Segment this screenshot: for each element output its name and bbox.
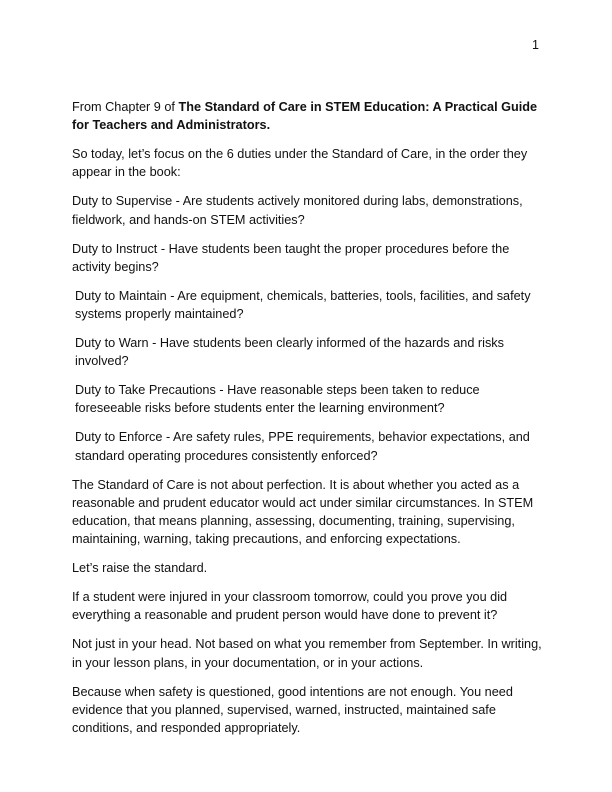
paragraph-duties-intro: So today, let’s focus on the 6 duties under the Standard of Care, in the order they appear in the book: (72, 147, 528, 180)
intro-prefix: From Chapter 9 of (72, 100, 179, 114)
book-title: The Standard of Care in STEM Education: A Practical Guide for Teachers and Administrators. (72, 100, 538, 133)
paragraph-duty-maintain: Duty to Maintain - Are equipment, chemicals, batteries, tools, facilities, and safety systems properly maintained? (75, 288, 531, 322)
paragraph-injury-question: If a student were injured in your classroom tomorrow, could you prove you did everything a reasonable and prudent person would have done to prevent it? (72, 590, 508, 623)
paragraph-standard-of-care: The Standard of Care is not about perfection. It is about whether you acted as a reasonable and prudent educator would act under similar circumstances. In STEM education, that means planning, assessing, documenting, training, supervising, maintaining, warning, taking precautions, and enforcing expectations. (72, 477, 534, 547)
paragraph-duty-supervise: Duty to Supervise - Are students actively monitored during labs, demonstrations, fieldwork, and hands-on STEM activities? (72, 194, 523, 227)
paragraph-duty-enforce: Duty to Enforce - Are safety rules, PPE requirements, behavior expectations, and standard operating procedures consistently enforced? (75, 430, 530, 463)
intro-paragraph (72, 98, 542, 135)
document-body (72, 98, 542, 748)
paragraph-duty-instruct: Duty to Instruct - Have students been taught the proper procedures before the activity begins? (72, 241, 510, 274)
paragraph-raise-standard: Let’s raise the standard. (72, 561, 208, 576)
paragraph-in-writing: Not just in your head. Not based on what you remember from September. In writing, in your lesson plans, in your documentation, or in your actions. (72, 637, 542, 670)
page-number: 1 (532, 38, 539, 52)
paragraph-evidence: Because when safety is questioned, good intentions are not enough. You need evidence that you planned, supervised, warned, instructed, maintained safe conditions, and responded appropriately. (72, 684, 513, 736)
paragraph-duty-take-precautions: Duty to Take Precautions - Have reasonable steps been taken to reduce foreseeable risks before students enter the learning environment? (75, 383, 480, 416)
paragraph-duty-warn: Duty to Warn - Have students been clearly informed of the hazards and risks involved? (75, 335, 504, 369)
